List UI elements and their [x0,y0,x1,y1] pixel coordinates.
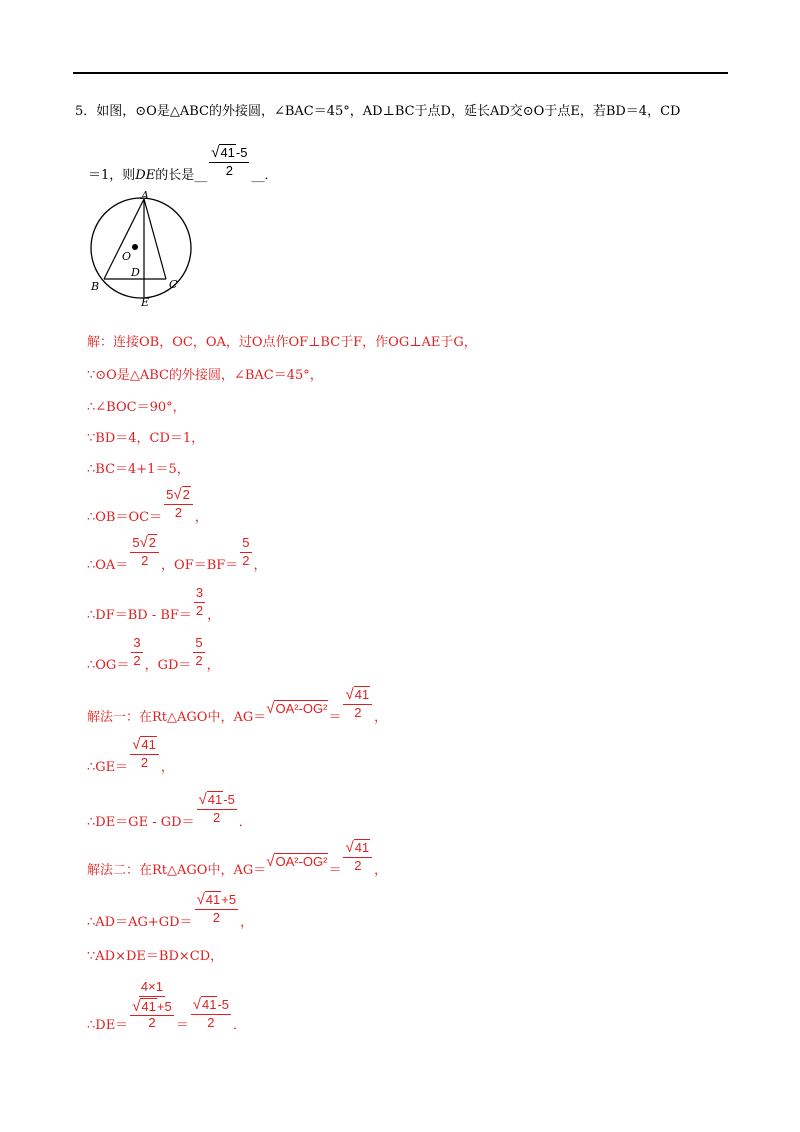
label-e: E [141,296,150,308]
solution-step-4: ∵BD＝4，CD＝1， [87,431,205,446]
solution-step-2: ∵⊙O是△ABC的外接圆，∠BAC＝45°， [87,368,323,383]
solution-step-8: ∴DF＝BD - BF＝ $\frac{3}{2}$ ， [87,585,221,623]
solution-step-1: 解：连接OB，OC，OA，过O点作OF⊥BC于F，作OG⊥AE于G， [87,335,477,350]
solution-step-10: ∴GE＝ $\frac{√41}{2}$ ， [87,736,174,775]
method-1-ag: 解法一：在Rt△AGO中，AG＝ √OA²-OG² ＝ $\frac{√41}{2}$ ， [87,686,388,725]
label-c: C [169,278,178,291]
solution-step-13: ∵AD×DE＝BD×CD， [87,949,224,964]
solution-step-9: ∴OG＝ $\frac{3}{2}$ ，GD＝ $\frac{5}{2}$ ， [87,635,220,673]
solution-step-11: ∴DE＝GE - GD＝ $\frac{√41-5}{2}$ ． [87,791,252,830]
segment-ac [144,199,166,279]
answer-fraction: $\frac{√41-5}{2}$ [211,144,248,179]
solution-step-7: ∴OA＝ $\frac{5√2}{2}$ ，OF＝BF＝ $\frac{5}{2}$ ， [87,534,267,573]
solution-step-14: ∴DE＝ 4×1 √41+5 2 ＝ $\frac{√41-5}{2}$ ． [87,979,247,1033]
solution-step-6: ∴OB＝OC＝ $\frac{5√2}{2}$ ， [87,486,208,525]
circle-figure [84,190,199,308]
method-2-ag: 解法二：在Rt△AGO中，AG＝ √OA²-OG² ＝ $\frac{√41}{2}$ ， [87,839,388,878]
question-line-2: ＝1，则 DE 的长是 __ $\frac{√41-5}{2}$ __． [88,144,278,183]
center-dot [132,244,138,250]
label-b: B [91,280,100,293]
question-text: 如图，⊙O是△ABC的外接圆，∠BAC＝45°，AD⊥BC于点D，延长AD交⊙O于点E，若BD＝4，CD [96,104,681,119]
solution-step-12: ∴AD＝AG+GD＝ $\frac{√41+5}{2}$ ， [87,891,254,930]
header-rule [73,72,728,74]
label-a: A [141,190,149,202]
solution-step-5: ∴BC＝4+1＝5， [87,462,190,477]
question-line-1 [75,100,680,119]
question-number: 5． [75,104,97,119]
solution-step-3: ∴∠BOC＝90°， [87,400,186,415]
label-d: D [131,266,140,279]
label-o: O [122,250,132,263]
